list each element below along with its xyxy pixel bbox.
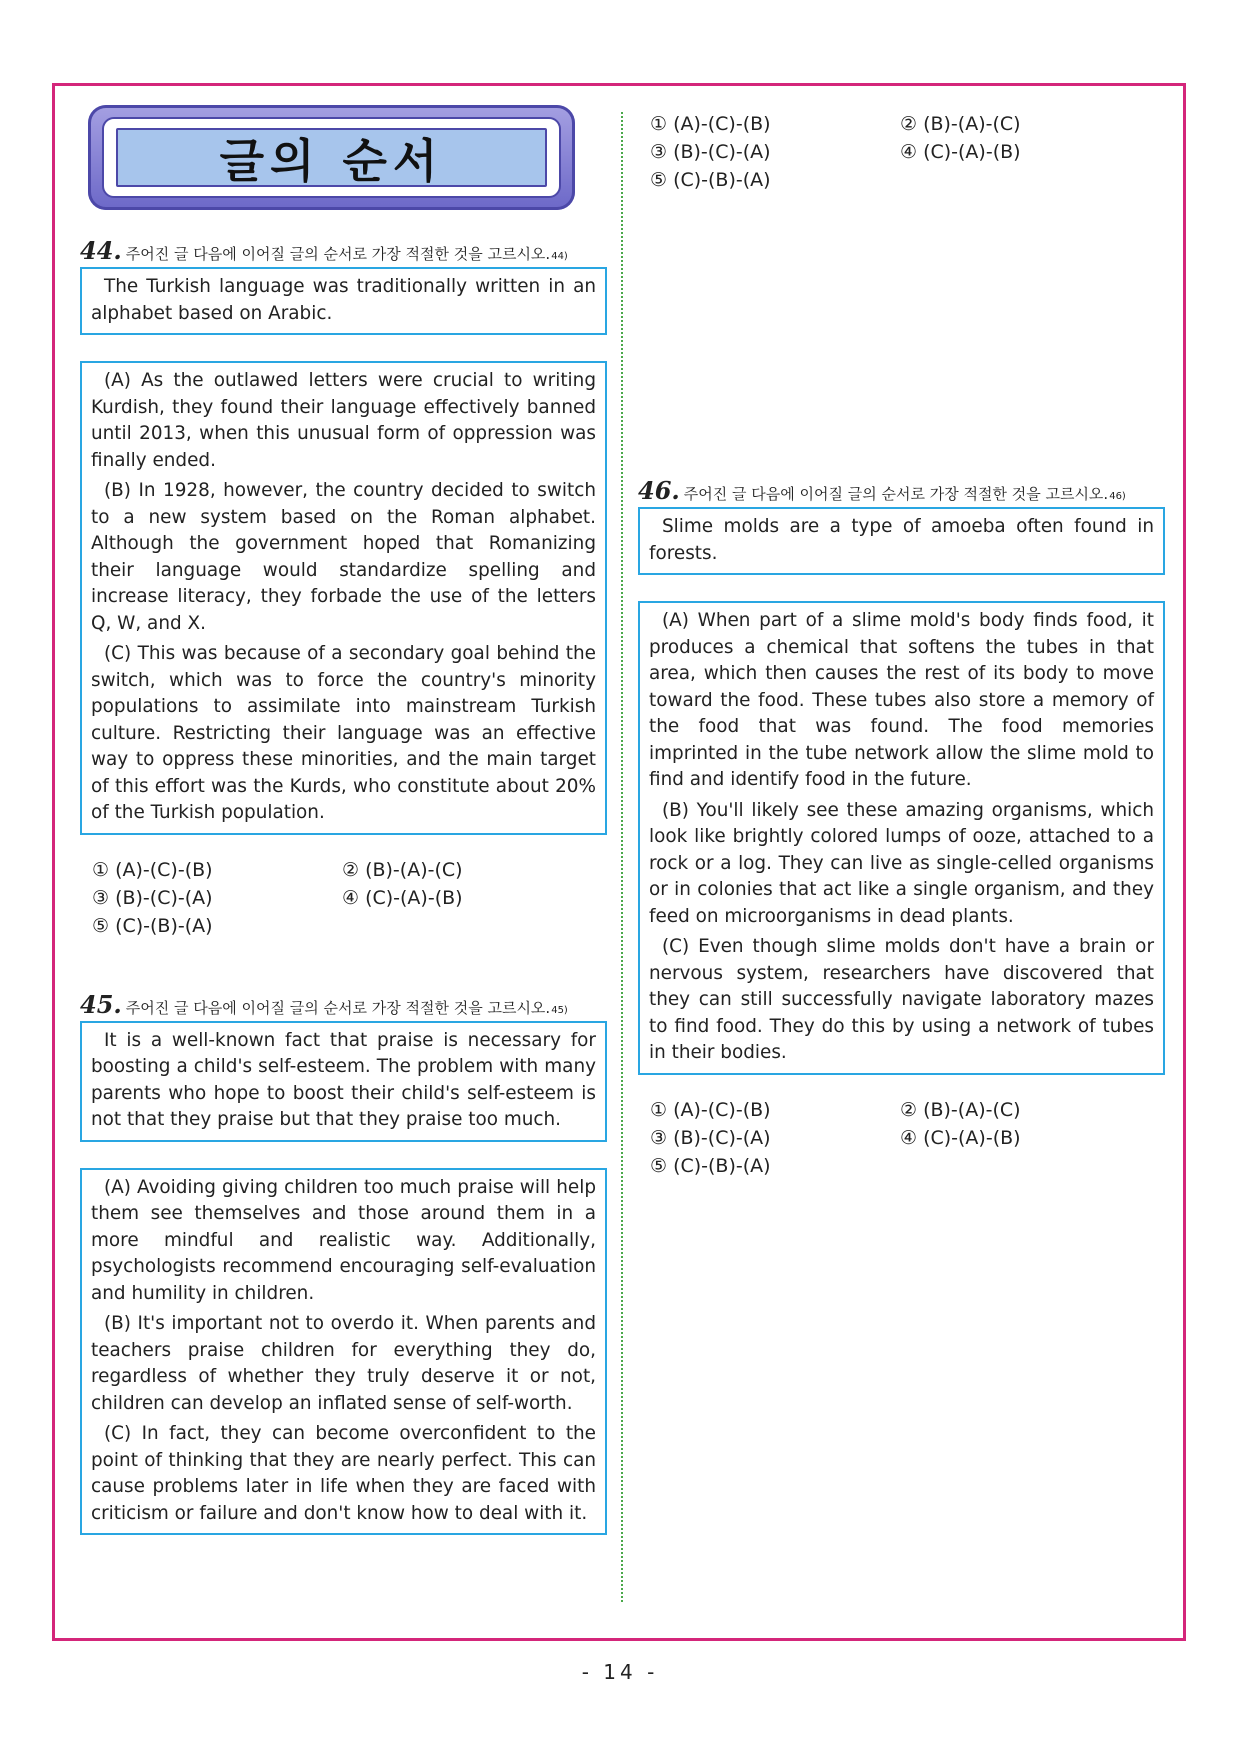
paragraph-a: (A) Avoiding giving children too much praise will help them see themselves and those around them in a more mindful and realistic way. Additionally, psychologists recommend encouraging self-evaluation and humility in children.	[91, 1176, 596, 1304]
option-1[interactable]: ① (A)-(C)-(B)	[650, 1098, 771, 1121]
paragraph-c: (C) Even though slime molds don't have a brain or nervous system, researchers have discovered that they can still successfully navigate laboratory mazes to find food. They do this by using a network of tubes in their bodies.	[649, 936, 1154, 1063]
paragraph-b: (B) In 1928, however, the country decided to switch to a new system based on the Roman alphabet. Although the government hoped that Romanizing their language would standardize spelling and increase literacy, they forbade the use of the letters Q, W, and X.	[91, 480, 596, 634]
paragraph-b: (B) You'll likely see these amazing organisms, which look like brightly colored lumps of ooze, attached to a rock or a log. They can live as single-celled organisms or in colonies that act like a single organism, and they feed on microorganisms in dead plants.	[649, 799, 1154, 927]
paragraph-a: (A) When part of a slime mold's body finds food, it produces a chemical that softens the tubes in that area, which then causes the rest of its body to move toward the food. These tubes also store a memory of the food that was found. The food memories imprinted in the tube network allow the slime mold to find and identify food in the future.	[649, 610, 1154, 790]
question-prompt: 주어진 글 다음에 이어질 글의 순서로 가장 적절한 것을 고르시오.	[125, 998, 551, 1017]
question-prompt: 주어진 글 다음에 이어질 글의 순서로 가장 적절한 것을 고르시오.	[125, 245, 551, 263]
question-number: 45.	[80, 989, 122, 1019]
right-column	[638, 105, 1165, 1180]
option-4[interactable]: ④ (C)-(A)-(B)	[900, 1126, 1021, 1149]
question-44	[80, 236, 607, 940]
option-2[interactable]: ② (B)-(A)-(C)	[900, 113, 1021, 135]
footnote-ref: 45)	[551, 1004, 568, 1016]
given-text: It is a well-known fact that praise is necessary for boosting a child's self-esteem. The problem with many parents who hope to boost their child's self-esteem is not that they praise but that they praise too much.	[91, 1029, 596, 1130]
section-title: 글의 순서	[219, 133, 444, 188]
paragraph-c: (C) In fact, they can become overconfident to the point of thinking that they are nearly perfect. This can cause problems later in life when they are faced with criticism or failure and don't know how to deal with it.	[91, 1423, 596, 1524]
answer-options	[92, 857, 607, 940]
question-number: 44.	[80, 236, 122, 265]
option-3[interactable]: ③ (B)-(C)-(A)	[650, 1126, 771, 1149]
option-5[interactable]: ⑤ (C)-(B)-(A)	[650, 169, 771, 191]
option-1[interactable]: ① (A)-(C)-(B)	[650, 113, 771, 135]
question-header	[80, 236, 607, 265]
column-divider	[621, 112, 623, 1602]
paragraph-b: (B) It's important not to overdo it. When parents and teachers praise children for everything they do, regardless of whether they truly deserve it or not, children can develop an inflated sense of self-worth.	[91, 1313, 596, 1414]
given-text: Slime molds are a type of amoeba often found in forests.	[649, 516, 1154, 564]
option-3[interactable]: ③ (B)-(C)-(A)	[92, 886, 213, 909]
question-46	[638, 476, 1165, 1180]
question-number: 46.	[638, 476, 680, 505]
passage-box	[638, 601, 1165, 1075]
left-column	[80, 105, 607, 1535]
question-prompt: 주어진 글 다음에 이어질 글의 순서로 가장 적절한 것을 고르시오.	[683, 485, 1109, 503]
option-3[interactable]: ③ (B)-(C)-(A)	[650, 141, 771, 163]
option-4[interactable]: ④ (C)-(A)-(B)	[900, 141, 1021, 163]
option-2[interactable]: ② (B)-(A)-(C)	[900, 1098, 1021, 1121]
paragraph-c: (C) This was because of a secondary goal behind the switch, which was to force the country's minority populations to assimilate into mainstream Turkish culture. Restricting their language was an effective way to oppress these minorities, and the main target of this effort was the Kurds, who constitute about 20% of the Turkish population.	[91, 643, 596, 823]
answer-options	[650, 1097, 1165, 1180]
footnote-ref: 46)	[1109, 491, 1126, 502]
question-header	[80, 990, 607, 1019]
passage-box	[80, 361, 607, 835]
option-4[interactable]: ④ (C)-(A)-(B)	[342, 886, 463, 909]
option-2[interactable]: ② (B)-(A)-(C)	[342, 858, 463, 881]
given-text-box	[638, 507, 1165, 575]
option-1[interactable]: ① (A)-(C)-(B)	[92, 858, 213, 881]
given-text-box	[80, 1021, 607, 1142]
paragraph-a: (A) As the outlawed letters were crucial to writing Kurdish, they found their language effectively banned until 2013, when this unusual form of oppression was finally ended.	[91, 370, 596, 471]
footnote-ref: 44)	[551, 251, 568, 262]
question-header	[638, 476, 1165, 505]
answer-options-q45	[650, 111, 1165, 194]
option-5[interactable]: ⑤ (C)-(B)-(A)	[650, 1154, 771, 1177]
given-text: The Turkish language was traditionally written in an alphabet based on Arabic.	[91, 276, 596, 324]
section-title-banner	[88, 105, 575, 210]
page-number: - 14 -	[581, 1660, 659, 1684]
given-text-box	[80, 267, 607, 335]
passage-box	[80, 1168, 607, 1536]
question-45	[80, 990, 607, 1536]
option-5[interactable]: ⑤ (C)-(B)-(A)	[92, 914, 213, 937]
